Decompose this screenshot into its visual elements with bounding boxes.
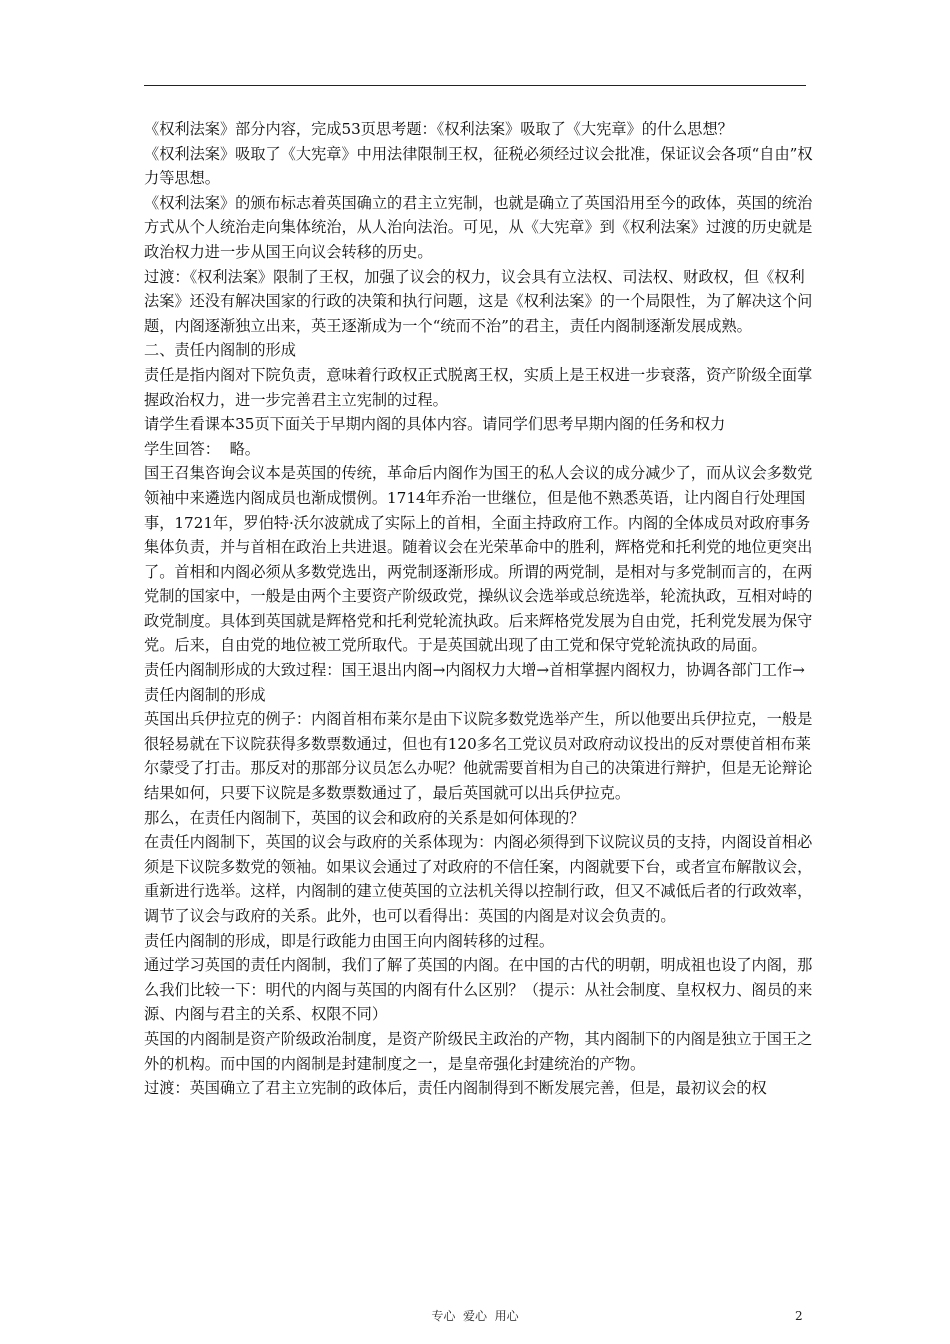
paragraph-responsibility-definition: 责任是指内阁对下院负责，意味着行政权正式脱离王权，实质上是王权进一步衰落，资产阶级全面掌握政治权力，进一步完善君主立宪制的过程。: [144, 365, 813, 409]
document-body: [144, 117, 818, 1101]
paragraph-relationship-question: 那么，在责任内阁制下，英国的议会和政府的关系是如何体现的？: [144, 808, 585, 827]
paragraph-transition-2: 过渡：英国确立了君主立宪制的政体后，责任内阁制得到不断发展完善，但是，最初议会的权: [144, 1079, 767, 1098]
paragraph-formation-process: 责任内阁制形成的大致过程：国王退出内阁→内阁权力大增→首相掌握内阁权力，协调各部门工作→责任内阁制的形成: [144, 661, 805, 704]
paragraph-relationship-answer: 在责任内阁制下，英国的议会与政府的关系体现为：内阁必须得到下议院议员的支持，内阁设首相必须是下议院多数党的领袖。如果议会通过了对政府的不信任案，内阁就要下台，或者宣布解散议会，重新进行选举。这样，内阁制的建立使英国的立法机关得以控制行政，但又不减低后者的行政效率，调节了议会与政府的关系。此外，也可以看得出：英国的内阁是对议会负责的。: [144, 833, 813, 925]
paragraph-bill-of-rights-question: 《权利法案》部分内容，完成53页思考题：《权利法案》吸取了《大宪章》的什么思想？: [144, 120, 733, 138]
section-heading-cabinet-formation: 二、责任内阁制的形成: [144, 341, 296, 360]
paragraph-constitutional-monarchy: 《权利法案》的颁布标志着英国确立的君主立宪制，也就是确立了英国沿用至今的政体，英国的统治方式从个人统治走向集体统治，从人治向法治。可见，从《大宪章》到《权利法案》过渡的历史就是政治权力进一步从国王向议会转移的历史。: [144, 193, 813, 261]
paragraph-student-answer: 学生回答： 略。: [144, 439, 260, 458]
footer-slogan: 专心 爱心 用心: [431, 1309, 519, 1323]
paragraph-formation-summary: 责任内阁制的形成，即是行政能力由国王向内阁转移的过程。: [144, 931, 555, 950]
page-number: 2: [795, 1309, 803, 1323]
paragraph-ming-comparison-answer: 英国的内阁制是资产阶级政治制度，是资产阶级民主政治的产物，其内阁制下的内阁是独立于国王之外的机构。而中国的内阁制是封建制度之一，是皇帝强化封建统治的产物。: [144, 1029, 813, 1073]
paragraph-ming-comparison-question: 通过学习英国的责任内阁制，我们了解了英国的内阁。在中国的古代的明朝，明成祖也设了内阁，那么我们比较一下：明代的内阁与英国的内阁有什么区别？（提示：从社会制度、皇权权力、阁员的来源、内阁与君主的关系、权限不同）: [144, 956, 813, 1024]
paragraph-iraq-example: 英国出兵伊拉克的例子：内阁首相布莱尔是由下议院多数党选举产生，所以他要出兵伊拉克，一般是很轻易就在下议院获得多数票数通过，但也有120多名工党议员对政府动议投出的反对票使首相布莱尔蒙受了打击。那反对的那部分议员怎么办呢？他就需要首相为自己的决策进行辩护，但是无论辩论结果如何，只要下议院是多数票数通过了，最后英国就可以出兵伊拉克。: [144, 710, 813, 803]
header-rule: [144, 85, 806, 86]
paragraph-cabinet-history: 国王召集咨询会议本是英国的传统，革命后内阁作为国王的私人会议的成分减少了，而从议会多数党领袖中来遴选内阁成员也渐成惯例。1714年乔治一世继位，但是他不熟悉英语，让内阁自行处理国事，1721年，罗伯特·沃尔波就成了实际上的首相，全面主持政府工作。内阁的全体成员对政府事务集体负责，并与首相在政治上共进退。随着议会在光荣革命中的胜利，辉格党和托利党的地位更突出了。首相和内阁必须从多数党选出，两党制逐渐形成。所谓的两党制，是相对与多党制而言的，在两党制的国家中，一般是由两个主要资产阶级政党，操纵议会选举或总统选举，轮流执政，互相对峙的政党制度。具体到英国就是辉格党和托利党轮流执政。后来辉格党发展为自由党，托利党发展为保守党。后来，自由党的地位被工党所取代。于是英国就出现了由工党和保守党轮流执政的局面。: [144, 464, 813, 655]
paragraph-textbook-prompt: 请学生看课本35页下面关于早期内阁的具体内容。请同学们思考早期内阁的任务和权力: [144, 415, 726, 434]
paragraph-transition-1: 过渡：《权利法案》限制了王权，加强了议会的权力，议会具有立法权、司法权、财政权，但《权利法案》还没有解决国家的行政的决策和执行问题，这是《权利法案》的一个局限性，为了解决这个问题，内阁逐渐独立出来，英王逐渐成为一个“统而不治”的君主，责任内阁制逐渐发展成熟。: [144, 267, 813, 335]
paragraph-bill-of-rights-answer: 《权利法案》吸取了《大宪章》中用法律限制王权，征税必须经过议会批准，保证议会各项“自由”权力等思想。: [144, 144, 813, 188]
